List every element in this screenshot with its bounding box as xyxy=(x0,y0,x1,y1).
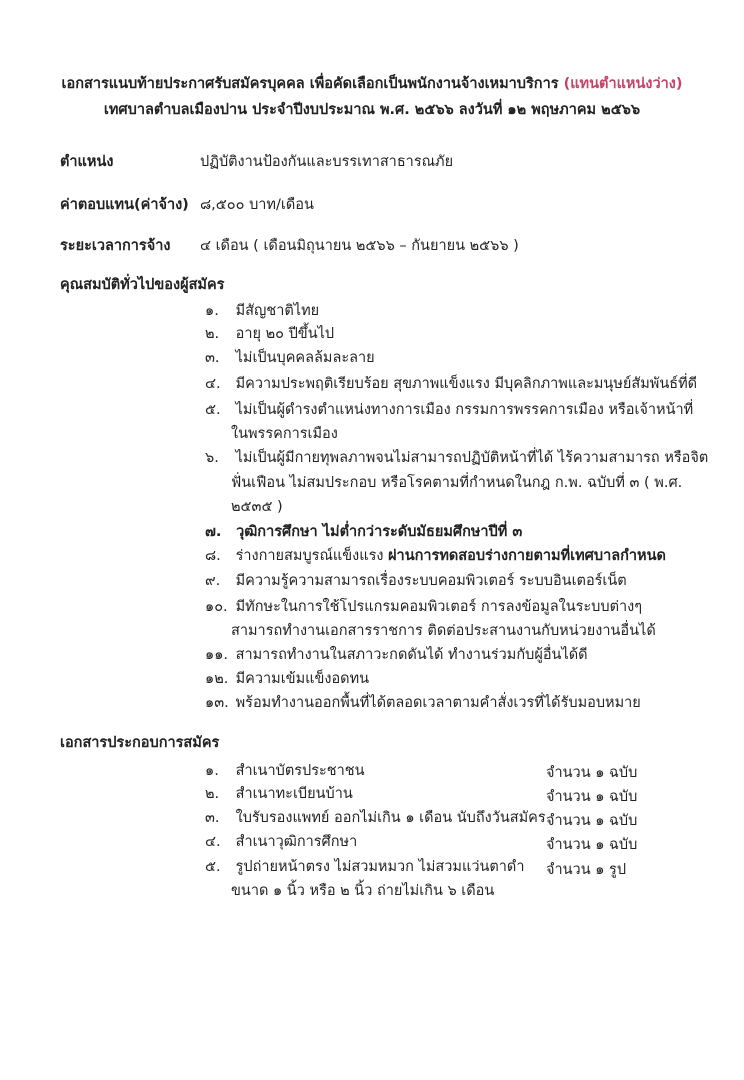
qualification-item xyxy=(205,643,588,666)
wage-label: ค่าตอบแทน(ค่าจ้าง) xyxy=(60,197,189,213)
item-text: รูปถ่ายหน้าตรง ไม่สวมหมวก ไม่สวมแว่นตาดำ xyxy=(235,859,525,875)
header-line-1 xyxy=(0,72,744,95)
item-text: มีสัญชาติไทย xyxy=(235,303,320,319)
document-quantity: จำนวน ๑ ฉบับ xyxy=(546,765,638,781)
qualification-item xyxy=(205,691,641,714)
item-number: ๔. xyxy=(205,376,221,392)
document-item xyxy=(205,759,365,782)
document-quantity: จำนวน ๑ ฉบับ xyxy=(546,813,638,829)
item-text: มีความเข้มแข็งอดทน xyxy=(235,671,370,687)
item-text-continuation: ขนาด ๑ นิ้ว หรือ ๒ นิ้ว ถ่ายไม่เกิน ๖ เดือน xyxy=(231,883,495,899)
qualification-item xyxy=(205,667,369,690)
item-text: สำเนาบัตรประชาชน xyxy=(235,763,365,779)
item-text: วุฒิการศึกษา ไม่ต่ำกว่าระดับมัธยมศึกษาปีที่ ๓ xyxy=(236,524,523,540)
item-number: ๑๒. xyxy=(205,671,229,687)
item-number: ๒. xyxy=(205,786,220,802)
header-line-2: เทศบาลตำบลเมืองปาน ประจำปีงบประมาณ พ.ศ. ๒๕๖๖ ลงวันที่ ๑๒ พฤษภาคม ๒๕๖๖ xyxy=(103,102,641,118)
item-text: ไม่เป็นผู้มีกายทุพลภาพจนไม่สามารถปฏิบัติหน้าที่ได้ ไร้ความสามารถ หรือจิต xyxy=(235,450,709,466)
item-text-emphasis: ผ่านการทดสอบร่างกายตามที่เทศบาลกำหนด xyxy=(388,548,666,564)
qualifications-title: คุณสมบัติทั่วไปของผู้สมัคร xyxy=(60,277,225,293)
item-text: ไม่เป็นบุคคลล้มละลาย xyxy=(235,350,375,366)
qualification-item xyxy=(205,520,522,543)
item-number: ๕. xyxy=(205,859,221,875)
item-text-continuation: ในพรรคการเมือง xyxy=(231,426,338,442)
position-value: ปฏิบัติงานป้องกันและบรรเทาสาธารณภัย xyxy=(200,154,454,170)
item-text: มีความรู้ความสามารถเรื่องระบบคอมพิวเตอร์ ระบบอินเตอร์เน็ต xyxy=(235,573,627,589)
qualification-item xyxy=(205,346,375,369)
item-number: ๑๓. xyxy=(205,695,229,711)
item-text: ไม่เป็นผู้ดำรงตำแหน่งทางการเมือง กรรมการพรรคการเมือง หรือเจ้าหน้าที่ xyxy=(235,402,694,418)
document-item xyxy=(205,806,546,829)
qualification-item xyxy=(205,569,627,592)
document-quantity: จำนวน ๑ ฉบับ xyxy=(546,837,638,853)
qualification-item xyxy=(205,544,666,567)
document-item xyxy=(205,830,357,853)
header-vacancy-note: (แทนตำแหน่งว่าง) xyxy=(563,76,683,92)
item-text-continuation: ๒๕๓๕ ) xyxy=(231,499,283,515)
item-number: ๖. xyxy=(205,450,219,466)
item-text: พร้อมทำงานออกพื้นที่ได้ตลอดเวลาตามคำสั่งเวรที่ได้รับมอบหมาย xyxy=(235,695,641,711)
item-text: มีทักษะในการใช้โปรแกรมคอมพิวเตอร์ การลงข้อมูลในระบบต่างๆ xyxy=(235,599,643,615)
item-number: ๙. xyxy=(205,573,221,589)
document-item xyxy=(205,782,353,805)
position-label: ตำแหน่ง xyxy=(60,154,114,170)
qualification-item xyxy=(205,322,334,345)
document-quantity: จำนวน ๑ ฉบับ xyxy=(546,789,638,805)
item-number: ๔. xyxy=(205,834,221,850)
qualification-item xyxy=(205,446,708,469)
item-number: ๘. xyxy=(205,548,221,564)
documents-title: เอกสารประกอบการสมัคร xyxy=(60,735,220,751)
qualification-item xyxy=(205,398,693,421)
item-text-continuation: ฟั่นเฟือน ไม่สมประกอบ หรือโรคตามที่กำหนดในกฎ ก.พ. ฉบับที่ ๓ ( พ.ศ. xyxy=(231,475,683,491)
item-number: ๗. xyxy=(205,524,222,540)
item-number: ๓. xyxy=(205,810,220,826)
document-quantity: จำนวน ๑ รูป xyxy=(546,862,627,878)
employment-period-value: ๔ เดือน ( เดือนมิถุนายน ๒๕๖๖ – กันยายน ๒๕๖๖ ) xyxy=(200,238,519,254)
item-number: ๒. xyxy=(205,326,220,342)
item-text: มีความประพฤติเรียบร้อย สุขภาพแข็งแรง มีบุคลิกภาพและมนุษย์สัมพันธ์ที่ดี xyxy=(235,376,698,392)
employment-period-label: ระยะเวลาการจ้าง xyxy=(60,238,171,254)
item-text: อายุ ๒๐ ปีขึ้นไป xyxy=(235,326,335,342)
wage-value: ๘,๕๐๐ บาท/เดือน xyxy=(200,197,314,213)
document-item xyxy=(205,855,525,878)
item-number: ๑๐. xyxy=(205,599,228,615)
item-number: ๑. xyxy=(205,303,219,319)
item-text: สำเนาทะเบียนบ้าน xyxy=(235,786,353,802)
qualification-item xyxy=(205,595,642,618)
item-text: ใบรับรองแพทย์ ออกไม่เกิน ๑ เดือน นับถึงวันสมัคร xyxy=(235,810,546,826)
item-text: ร่างกายสมบูรณ์แข็งแรง xyxy=(235,548,389,564)
item-number: ๓. xyxy=(205,350,220,366)
item-number: ๑๑. xyxy=(205,647,229,663)
item-text: สำเนาวุฒิการศึกษา xyxy=(235,834,358,850)
item-text-continuation: สามารถทำงานเอกสารราชการ ติดต่อประสานงานกับหน่วยงานอื่นได้ xyxy=(231,623,656,639)
item-number: ๑. xyxy=(205,763,219,779)
item-text: สามารถทำงานในสภาวะกดดันได้ ทำงานร่วมกับผู้อื่นได้ดี xyxy=(235,647,588,663)
item-number: ๕. xyxy=(205,402,221,418)
qualification-item xyxy=(205,299,319,322)
qualification-item xyxy=(205,372,697,395)
header-title: เอกสารแนบท้ายประกาศรับสมัครบุคคล เพื่อคัดเลือกเป็นพนักงานจ้างเหมาบริการ xyxy=(61,76,559,92)
